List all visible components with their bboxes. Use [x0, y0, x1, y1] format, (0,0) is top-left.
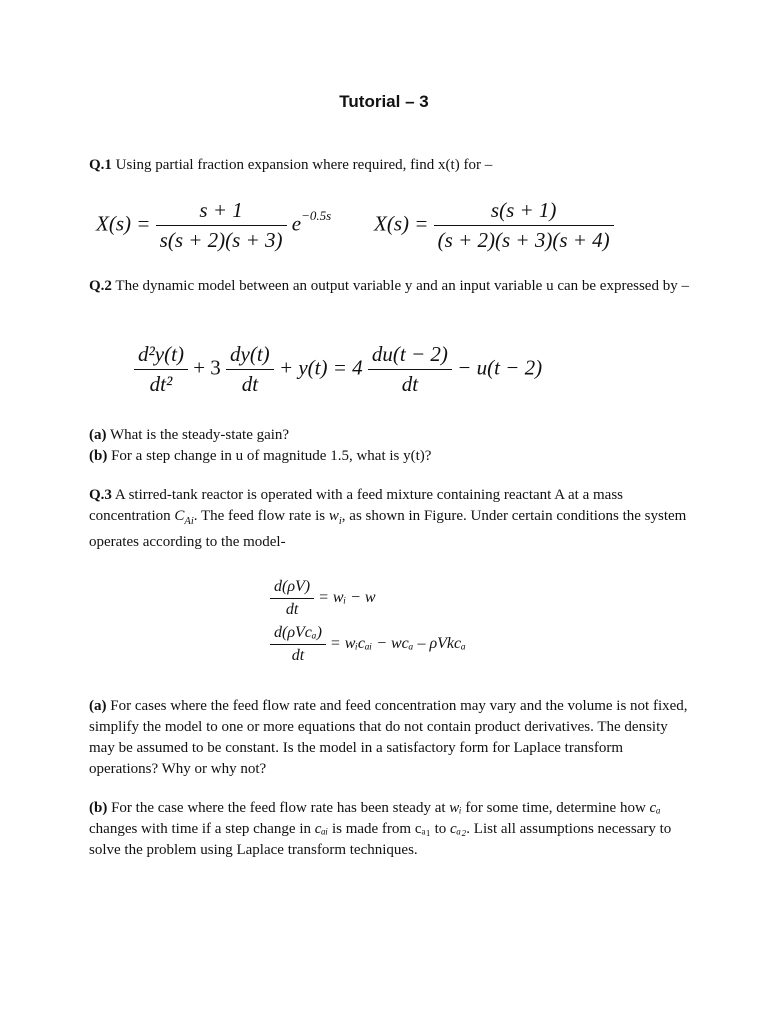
q2-part-a-text: What is the steady-state gain? — [106, 427, 290, 443]
q3-b-text-2: for some time, determine how — [461, 800, 650, 816]
q3-b-ca1: cₐ₁ — [414, 821, 431, 837]
q1-eq1-exp-base: e — [291, 211, 302, 236]
q3-part-a-text: For cases where the feed flow rate and feed concentration may vary and the volume is not fixed, simplify the model to one or more equations that do not contain product derivatives. The density may be assumed to be constant. Is the model in a satisfactory form for Laplace transform operations? Why or why not? — [89, 698, 688, 777]
question-3-label: Q.3 — [89, 487, 112, 503]
page-title: Tutorial – 3 — [339, 92, 429, 111]
q3-text-2: . The feed flow rate is — [193, 508, 329, 524]
q3-equation-1 — [270, 578, 376, 619]
question-1-text — [89, 155, 689, 176]
q3-eq2-fraction — [270, 624, 326, 665]
q3-eq1-rhs: = wᵢ − w — [318, 589, 376, 607]
q1-eq2-denominator: (s + 2)(s + 3)(s + 4) — [434, 225, 614, 253]
question-2-part-a — [89, 425, 689, 446]
q3-b-ca: cₐ — [649, 800, 661, 816]
q3-eq1-fraction — [270, 578, 314, 619]
q3-part-a-label: (a) — [89, 698, 107, 714]
q1-equation-1 — [96, 198, 331, 253]
q1-eq2-lhs: X(s) = — [374, 211, 429, 236]
q3-eq2-num: d(ρVcₐ) — [274, 624, 322, 641]
q3-b-text-1: For the case where the feed flow rate has been steady at — [107, 800, 450, 816]
question-2-label: Q.2 — [89, 278, 112, 294]
q3-b-text-5: to — [430, 821, 451, 837]
question-3-part-a — [89, 696, 689, 780]
q1-eq2-numerator: s(s + 1) — [490, 198, 557, 222]
q2-term-3-num: du(t − 2) — [371, 342, 448, 366]
q3-b-text-6: . List all assumptions necessary to solve the problem using Laplace transform techniques. — [89, 821, 672, 858]
question-3-part-b — [89, 798, 689, 861]
question-1-body: Using partial fraction expansion where required, find x(t) for – — [111, 157, 493, 173]
q3-text-1: A stirred-tank reactor is operated with a feed mixture containing reactant A at a mass concentration — [89, 487, 623, 524]
q3-b-text-4: is made from — [328, 821, 415, 837]
q3-b-wi: wᵢ — [449, 800, 462, 816]
q3-b-text-3: changes with time if a step change in — [89, 821, 315, 837]
q2-term-3 — [368, 342, 452, 397]
q1-eq1-exponent: −0.5s — [301, 207, 332, 223]
q3-b-cai: cₐᵢ — [314, 821, 329, 837]
q2-equation — [134, 342, 542, 397]
question-2-part-b — [89, 446, 689, 467]
q2-part-b-text: For a step change in u of magnitude 1.5, what is y(t)? — [107, 448, 432, 464]
q3-eq2-den: dt — [270, 644, 326, 665]
q2-term-1 — [134, 342, 188, 397]
q2-mid: + y(t) = 4 — [278, 355, 363, 380]
question-2-text — [89, 276, 689, 297]
q2-part-a-label: (a) — [89, 427, 107, 443]
q3-part-b-label: (b) — [89, 800, 108, 816]
q2-term-2 — [226, 342, 274, 397]
q3-equation-2 — [270, 624, 466, 665]
q1-eq2-fraction — [434, 198, 614, 253]
q3-eq2-rhs: = wᵢcₐᵢ − wcₐ – ρVkcₐ — [329, 635, 466, 653]
q3-b-ca2: cₐ₂ — [450, 821, 467, 837]
q2-term-1-den: dt² — [134, 369, 188, 397]
q3-cai: $C_{Ai}$ — [174, 508, 194, 527]
question-3-text — [89, 485, 689, 553]
q3-text-3: , as shown in Figure. Under certain conditions the system operates according to the model- — [89, 508, 687, 550]
q1-eq1-numerator: s + 1 — [199, 198, 243, 222]
q2-term-3-den: dt — [368, 369, 452, 397]
question-2-body: The dynamic model between an output variable y and an input variable u can be expressed by – — [111, 278, 689, 294]
q2-part-b-label: (b) — [89, 448, 108, 464]
q3-eq1-num: d(ρV) — [274, 578, 311, 595]
q1-eq1-denominator: s(s + 2)(s + 3) — [156, 225, 287, 253]
q1-eq1-fraction — [156, 198, 287, 253]
q2-op-1: + 3 — [193, 355, 221, 380]
question-1-label: Q.1 — [89, 157, 112, 173]
q1-eq1-lhs: X(s) = — [96, 211, 151, 236]
q2-term-1-num: d²y(t) — [138, 342, 184, 366]
q3-wi: $w_i$ — [328, 508, 342, 527]
q1-equation-2 — [374, 198, 614, 253]
q2-term-2-num: dy(t) — [230, 342, 270, 366]
q2-tail: − u(t − 2) — [457, 355, 543, 380]
q3-eq1-den: dt — [270, 598, 314, 619]
q2-term-2-den: dt — [226, 369, 274, 397]
